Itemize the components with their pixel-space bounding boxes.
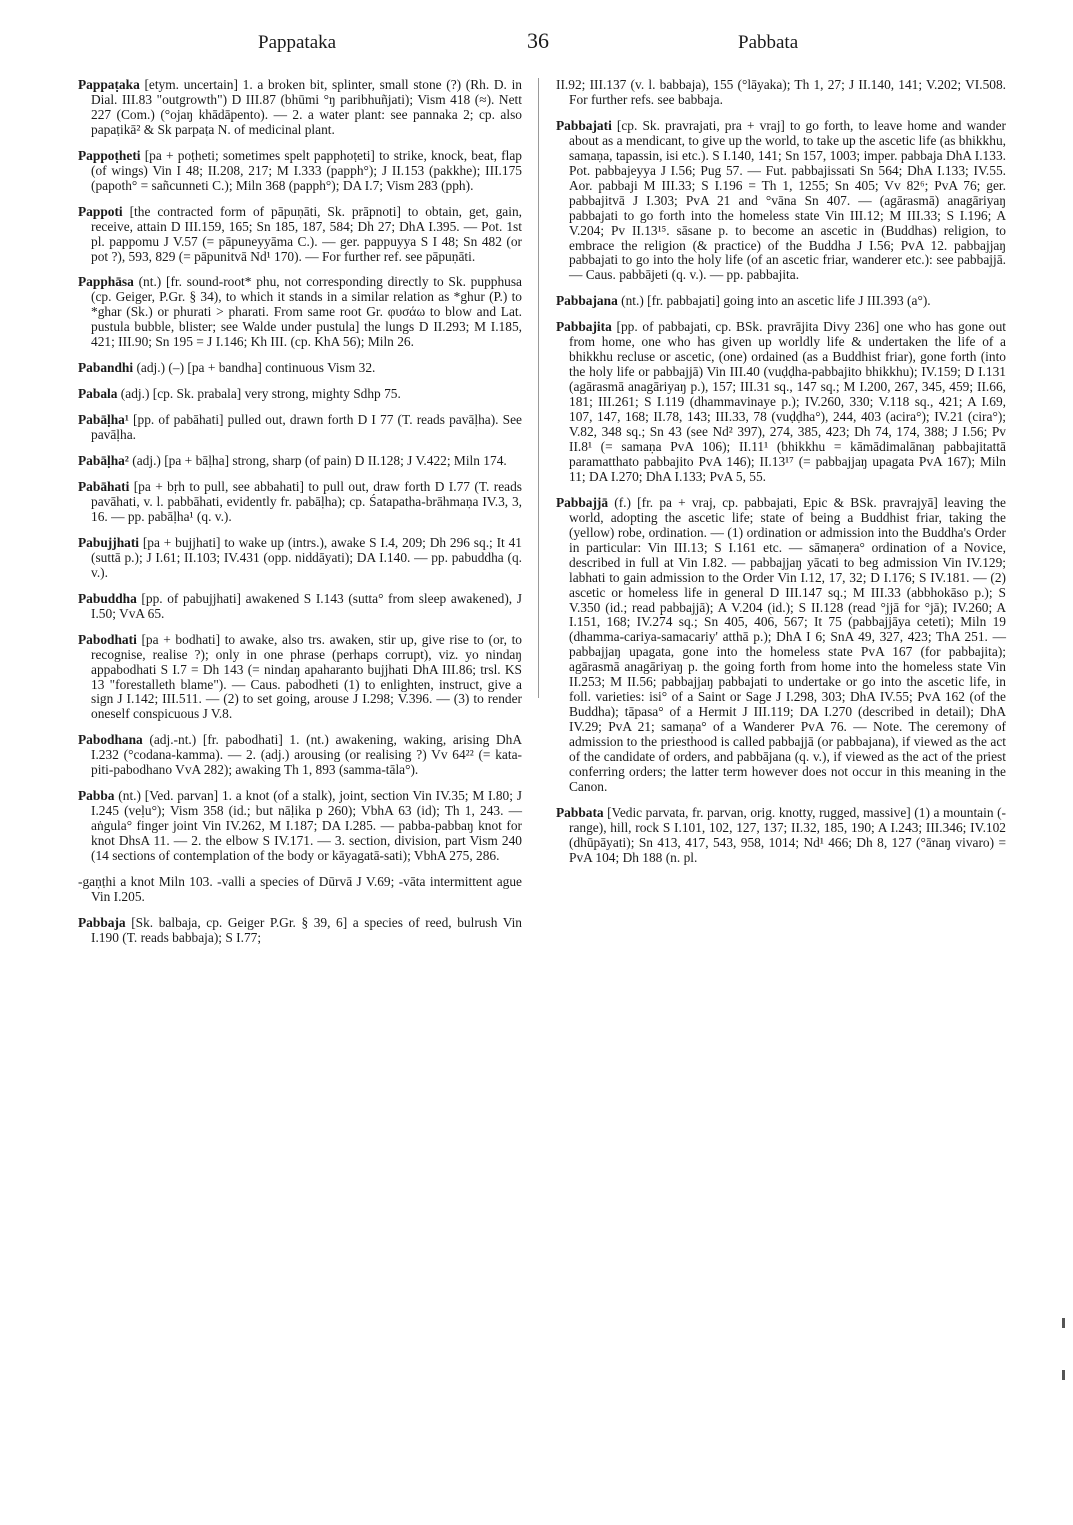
dictionary-entry: [556, 320, 1006, 484]
dictionary-entry: [78, 275, 522, 350]
entry-body: -gaṇṭhi a knot Miln 103. -valli a species of Dūrvā J V.69; -vāta intermittent ague Vin I.205.: [78, 873, 522, 904]
dictionary-entry: [78, 205, 522, 265]
entry-body: [pp. of pabbajati, cp. BSk. pravrājita Divy 236] one who has gone out from home, one who has given up worldly life & undertaken the life of a bhikkhu recluse or ascetic, (one) ordained (as a Buddhist friar), gone forth (into the holy life or pabbajjā) Vin III.40 (vuḍḍha-pabbajito bhikkhu); IV.159; D I.131 (agārasmā anagāriyaŋ p.), 157; III.31 sq., 147 sq.; M I.200, 267, 345, 459; II.66, 181; III.261; S I.119 (dhammavinaye p.); IV.260, 330; V.118 sq., 421; A I.69, 107, 147, 168; II.78, 143; III.33, 78 (vuḍḍha°), 244, 403 (acira°); IV.21 (cira°); V.82, 348 sq.; Sn 43 (see Nd² 397), 274, 385, 423; Dh 74, 174, 388; J I.56; Pv II.8¹ (= samaṇa PvA 106); II.11¹ (bhikkhu = kāmādimalānaŋ pabbajitattā paramatthato pabbajito PvA 146); II.13¹⁷ (= pabbajjaŋ upagata PvA 167); Miln 11; DA I.270; DhA I.133; PvA 5, 55.: [569, 319, 1006, 484]
left-column: [78, 78, 522, 957]
entry-body: (adj.) [cp. Sk. prabala] very strong, mighty Sdhp 75.: [117, 386, 401, 402]
entry-body: [Sk. balbaja, cp. Geiger P.Gr. § 39, 6] a species of reed, bulrush Vin I.190 (T. reads babbaja); S I.77;: [91, 914, 522, 945]
entry-headword: Pabāḷha¹: [78, 412, 129, 428]
entry-headword: Pappoti: [78, 203, 123, 219]
entry-body: [pa + poṭheti; sometimes spelt papphoṭeti] to strike, knock, beat, flap (of wings) Vin I 48; II.208, 217; M I.333 (papph°); J II.153 (pakkhe); III.175 (papoth° = sañcunneti C.); Miln 368 (papph°); DA I.7; Vism 283 (pph).: [91, 147, 522, 193]
page-number: 36: [527, 28, 549, 53]
column-divider: [538, 78, 539, 698]
entry-headword: Pabala: [78, 386, 118, 402]
dictionary-entry: [556, 496, 1006, 795]
dictionary-entry: [78, 480, 522, 525]
entry-body: [pa + bodhati] to awake, also trs. awaken, stir up, give rise to (or, to recognise, realise ?); only in one phrase (perhaps corrupt), viz. yo nindaŋ appabodhati S I.7 = Dh 143 (= nindaŋ apaharanto bujjhati DhA III.86; trsl. KS 13 "forestalleth blame"). — Caus. pabodheti (1) to enlighten, instruct, give a sign J I.142; III.511. — (2) to set going, arouse J I.298; V.396. — (3) to render oneself conspicuous J V.8.: [91, 631, 522, 722]
entry-body: [pp. of pabāhati] pulled out, drawn forth D I 77 (T. reads pavāḷha). See pavāḷha.: [91, 412, 522, 443]
dictionary-entry: [78, 633, 522, 723]
entry-body: [pp. of pabujjhati] awakened S I.143 (sutta° from sleep awakened), J I.50; VvA 65.: [91, 590, 522, 621]
entry-body: II.92; III.137 (v. l. babbaja), 155 (°lāyaka); Th 1, 27; J II.140, 141; V.202; VI.508. For further refs. see babbaja.: [556, 77, 1006, 107]
page-header: [0, 28, 1073, 58]
entry-headword: Papphāsa: [78, 274, 134, 290]
dictionary-entry: [78, 413, 522, 443]
entry-body: (adj.) [pa + bāḷha] strong, sharp (of pain) D II.128; J V.422; Miln 174.: [128, 453, 507, 469]
entry-body: (adj.-nt.) [fr. pabodhati] 1. (nt.) awakening, waking, arising DhA I.232 (°codana-kamma). — 2. (adj.) arousing (or realising ?) Vv 64²² (= kata-piti-pabodhano VvA 282); awaking Th 1, 893 (samma-tāla°).: [91, 732, 522, 778]
dictionary-entry: [556, 294, 1006, 309]
entry-headword: Pabodhana: [78, 732, 143, 748]
dictionary-entry: [78, 454, 522, 469]
entry-body: (nt.) [Ved. parvan] 1. a knot (of a stalk), joint, section Vin IV.35; M I.80; J I.245 (veḷu°); Vism 358 (id.; but nāḷika p 260); VbhA 63 (id); Th 1, 243. — aṅgula° finger joint Vin IV.262, M I.187; DA I.285. — pabba-pabbaŋ knot for knot DhsA 11. — 2. the elbow S IV.171. — 3. section, division, part Vism 240 (14 sections of contemplation of the body or kāyagatā-sati); VbhA 275, 286.: [91, 788, 522, 864]
dictionary-entry: [78, 387, 522, 402]
entry-headword: Pabbajjā: [556, 494, 609, 510]
entry-body: [cp. Sk. pravrajati, pra + vraj] to go forth, to leave home and wander about as a mendicant, to give up the world, to take up the ascetic life (as bhikkhu, samaṇa, tapassin, isi etc.). S I.140, 141; Sn 157, 1003; imper. pabbaja DhA I.133. Pot. pabbajeyya J I.56; Pug 57. — Fut. pabbajissati Sn 564; DhA I.133; IV.55. Aor. pabbaji M III.33; S I.196 = Th 1, 1255; Sn 405; Vv 82⁶; PvA 76; ger. pabbajitvā J I.303; PvA 21 and °vāna Sn 407. — (agārasmā) anagāriyaŋ pabbajati to go forth into the homeless state Vin III.12; M III.33; S I.196; A V.204; Pv II.13¹⁵. sāsane p. to become an ascetic in (Buddhas) religion, to embrace the religion (& practice) of the Buddha J I.56; PvA 12. pabbajjaŋ pabbajati to go into the holy life (of an ascetic friar, wanderer etc.): see pabbajjā. — Caus. pabbājeti (q. v.). — pp. pabbajita.: [569, 117, 1006, 283]
right-guide-word: Pabbata: [738, 32, 799, 53]
entry-headword: Pabbata: [556, 804, 604, 820]
entry-body: [etym. uncertain] 1. a broken bit, splinter, small stone (?) (Rh. D. in Dial. III.83 "outgrowth") D III.87 (bhūmi °ŋ paribhuñjati); Vism 418 (≈). Nett 227 (Com.) (°ojaŋ khādāpento). — 2. a water plant: see pannaka 2; cp. also papaṭikā² & Sk parpaṭa N. of medicinal plant.: [91, 77, 522, 137]
entry-body: [Vedic parvata, fr. parvan, orig. knotty, rugged, massive] (1) a mountain (-range), hill, rock S I.101, 102, 127, 137; II.32, 185, 190; A I.243; III.346; IV.102 (dhūpāyati); Sn 413, 417, 543, 958, 1014; Nd¹ 466; Dh 8, 127 (°ānaŋ vivaro) = PvA 104; Dh 188 (n. pl.: [569, 804, 1006, 865]
dictionary-entry: [78, 733, 522, 778]
entry-headword: Pabandhi: [78, 360, 134, 376]
entry-headword: Pabujjhati: [78, 534, 140, 550]
entry-headword: Pabāḷha²: [78, 453, 129, 469]
entry-headword: Pabbajati: [556, 117, 612, 133]
margin-mark: [1062, 1318, 1065, 1328]
entry-body: [the contracted form of pāpuṇāti, Sk. prāpnoti] to obtain, get, gain, receive, attain D III.159, 165; Sn 185, 187, 584; Dh 27; DhA I.395. — Pot. 1st pl. pappomu J V.57 (= pāpuneyyāma C.). — ger. pappuyya S I 48; Sn 482 (or pot ?), 593, 829 (= pāpunitvā Nd¹ 170). — For further ref. see pāpuṇāti.: [91, 203, 522, 264]
right-column: [556, 78, 1006, 877]
dictionary-entry: [78, 916, 522, 946]
entry-headword: Pappoṭheti: [78, 147, 141, 163]
entry-headword: Pabba: [78, 788, 115, 804]
entry-headword: Pabodhati: [78, 631, 137, 647]
entry-body: (nt.) [fr. sound-root* phu, not corresponding directly to Sk. pupphusa (cp. Geiger, P.Gr. § 34), to which it stands in a similar relation as *ghur (P.) to *ghar (Sk.) or phurati > pharati. From same root Gr. φυσάω to blow and Lat. pustula bubble, blister; see Walde under pustula] the lungs D II.293; M I.185, 421; III.90; Sn 195 = J I.146; Kh III. (cp. KhA 56); Miln 26.: [91, 274, 522, 350]
dictionary-entry: [556, 119, 1006, 283]
dictionary-entry: [78, 789, 522, 864]
left-guide-word: Pappataka: [258, 32, 337, 53]
dictionary-entry: [78, 78, 522, 138]
dictionary-entry: [78, 361, 522, 376]
entry-body: [pa + bṛh to pull, see abbahati] to pull out, draw forth D I.77 (T. reads pavāhati, v. l. pabbāhati, evidently fr. pabāḷha); cp. Śatapatha-brāhmaṇa IV.3, 3, 16. — pp. pabāḷha¹ (q. v.).: [91, 479, 522, 524]
entry-headword: Pabuddha: [78, 590, 137, 606]
margin-mark: [1062, 1370, 1065, 1380]
entry-headword: Pappaṭaka: [78, 77, 140, 92]
entry-body: [pa + bujjhati] to wake up (intrs.), awake S I.4, 209; Dh 296 sq.; It 41 (suttā p.); J I.61; II.103; IV.431 (opp. niddāyati); DA I.140. — pp. pabuddha (q. v.).: [91, 534, 522, 580]
dictionary-entry: [78, 149, 522, 194]
entry-body: (nt.) [fr. pabbajati] going into an ascetic life J III.393 (a°).: [617, 293, 931, 309]
entry-headword: Pabbaja: [78, 914, 126, 930]
dictionary-entry-compounds: [78, 875, 522, 905]
dictionary-entry-continued: [556, 78, 1006, 108]
dictionary-entry: [78, 592, 522, 622]
entry-headword: Pabbajana: [556, 293, 618, 309]
entry-body: (adj.) (–) [pa + bandha] continuous Vism 32.: [133, 360, 376, 376]
entry-headword: Pabāhati: [78, 479, 130, 495]
dictionary-entry: [78, 536, 522, 581]
entry-body: (f.) [fr. pa + vraj, cp. pabbajati, Epic & BSk. pravrajyā] leaving the world, adopting the ascetic life; state of being a Buddhist friar, taking the (yellow) robe, ordination. — (1) ordination or admission into the Buddha's Order in particular: Vin III.13; S I.161 etc. — sāmaṇera° ordination of a Novice, described in full at Vin I.82. — pabbajjaŋ yācati to beg admission Vin IV.129; labhati to gain admission to the Order Vin I.12, 17, 32; D I.176; S IV.181. — (2) ascetic or homeless life in general D III.147 sq.; M III.33 (abbhokāso p.); S V.350 (id.; read pabbajjā); A V.204 (id.); S II.128 (read °jjā for °jā); IV.260; A I.151, 168; IV.274 sq.; Sn 405, 406, 567; It 75 (pabbajjāya ceteti); Miln 19 (dhamma-cariya-samacariy' atthā p.); DhA I 6; SnA 49, 327, 423; ThA 251. — pabbajjaŋ upagata, gone into the homeless state PvA 167 (for pabbajita); agārasmā anagāriyaŋ p. the going forth from home into the homeless state Vin II.253; M II.56; pabbajjaŋ pabbajati to undertake or go into the ascetic life, in foll. varieties: isi° of a Saint or Sage J I.298, 303; DhA IV.55; PvA 162 (of the Buddha); tāpasa° of a Hermit J III.119; DA I.270 (described in detail); DhA IV.29; PvA 21; samaṇa° of a Wanderer PvA 76. — Note. The ceremony of admission to the priesthood is called pabbajjā (or pabbajana), if viewed as the act of the candidate of orders, and pabbājana (q. v.), if viewed as the act of the priest conferring orders; the latter term however does not occur in this meaning in the Canon.: [569, 494, 1006, 794]
dictionary-entry: [556, 806, 1006, 866]
entry-headword: Pabbajita: [556, 319, 612, 335]
